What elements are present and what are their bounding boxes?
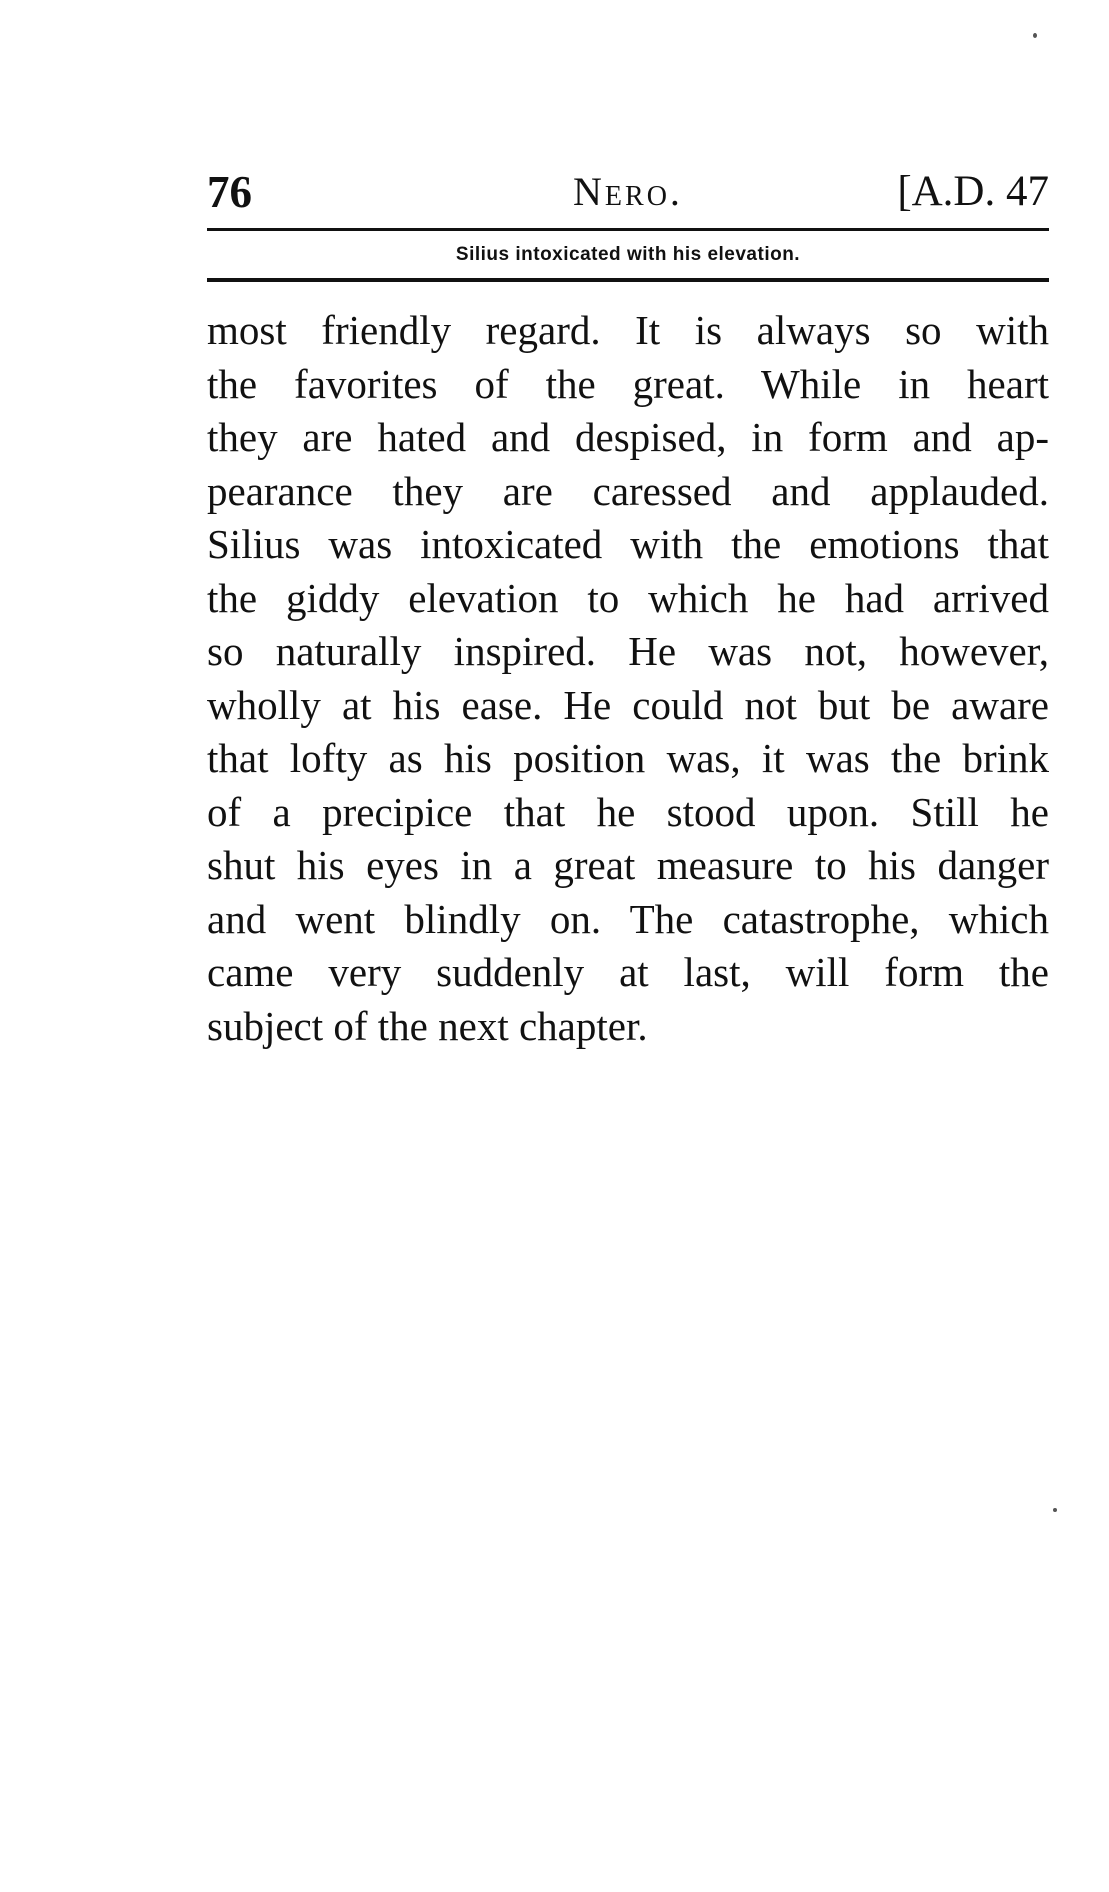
text-line: they are hated and despised, in form and ap- — [207, 414, 1049, 460]
text-line: wholly at his ease. He could not but be aware — [207, 681, 1049, 728]
text-line: of a precipice that he stood upon. Still he — [207, 788, 1049, 835]
text-line: shut his eyes in a great measure to his danger — [207, 842, 1049, 888]
text-line: most friendly regard. It is always so with — [207, 307, 1049, 353]
text-line: the favorites of the great. While in heart — [207, 360, 1049, 407]
text-line: Silius was intoxicated with the emotions that — [207, 521, 1049, 567]
scan-speck — [1053, 1508, 1057, 1512]
header-rule-bottom — [207, 278, 1049, 282]
text-line: pearance they are caressed and applauded. — [207, 467, 1049, 514]
page-number: 76 — [207, 167, 252, 217]
side-note: Silius intoxicated with his elevation. — [455, 244, 801, 265]
header-rule-top — [207, 228, 1049, 231]
text-line: so naturally inspired. He was not, however, — [207, 628, 1049, 674]
running-title: Nero. — [573, 169, 683, 214]
date-mark: [A.D. 47 — [897, 168, 1049, 215]
text-line: came very suddenly at last, will form the — [207, 949, 1049, 995]
page-header — [207, 164, 1049, 220]
text-line: the giddy elevation to which he had arrived — [207, 574, 1049, 621]
scan-speck — [1033, 33, 1037, 38]
text-line: subject of the next chapter. — [207, 1002, 648, 1049]
text-line: that lofty as his position was, it was the brink — [207, 735, 1049, 781]
body-text — [207, 304, 1049, 1053]
text-line: and went blindly on. The catastrophe, which — [207, 895, 1049, 942]
